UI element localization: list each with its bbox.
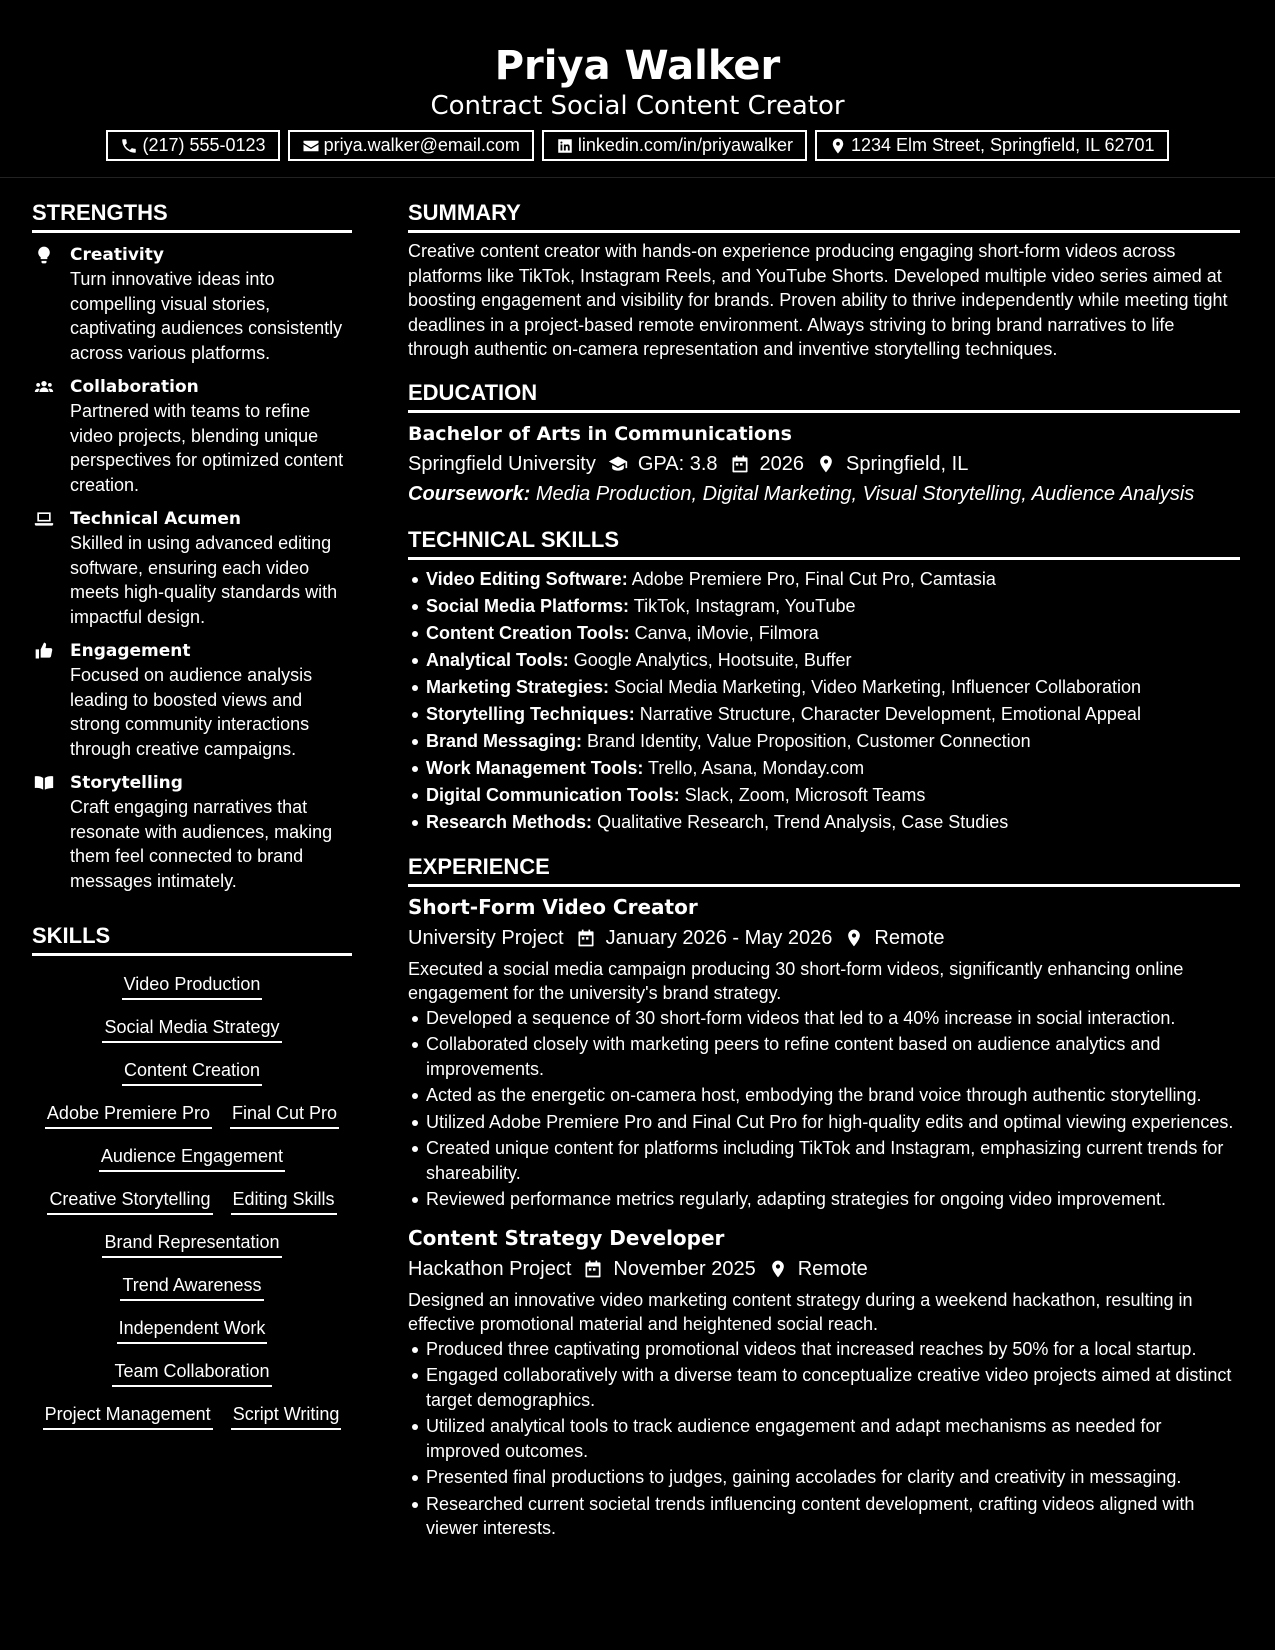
job-entry	[408, 1224, 1240, 1541]
list-item: Engaged collaboratively with a diverse team to conceptualize creative video projects aimed at distinct target demographics.	[408, 1363, 1240, 1412]
map-pin-icon	[816, 454, 836, 474]
list-item: Research Methods: Qualitative Research, Trend Analysis, Case Studies	[408, 809, 1240, 836]
list-item: Researched current societal trends influencing content development, crafting videos aligned with viewer interests.	[408, 1492, 1240, 1541]
right-column	[408, 196, 1240, 1543]
strength-item	[32, 639, 352, 761]
strength-title: Engagement	[70, 641, 191, 661]
skill-tag: Adobe Premiere Pro	[45, 1099, 212, 1129]
skill-tag: Trend Awareness	[120, 1271, 263, 1301]
skill-tag: Video Production	[122, 970, 263, 1000]
strength-title: Storytelling	[70, 773, 183, 793]
list-item: Digital Communication Tools: Slack, Zoom, Microsoft Teams	[408, 782, 1240, 809]
coursework-label: Coursework:	[408, 482, 531, 505]
list-item: Brand Messaging: Brand Identity, Value Proposition, Customer Connection	[408, 728, 1240, 755]
list-item: Content Creation Tools: Canva, iMovie, Filmora	[408, 620, 1240, 647]
list-item: Developed a sequence of 30 short-form videos that led to a 40% increase in social interaction.	[408, 1006, 1240, 1031]
strength-title: Collaboration	[70, 377, 199, 397]
job-entry	[408, 893, 1240, 1212]
job-meta	[408, 923, 1240, 953]
book-open-icon	[34, 773, 54, 793]
summary-heading: SUMMARY	[408, 196, 1240, 233]
summary-text: Creative content creator with hands-on experience producing engaging short-form videos across platforms like TikTok, Instagram Reels, and YouTube Shorts. Developed multiple video series aimed at boosting engagement and visibility for brands. Proven ability to thrive independently while meeting tight deadlines in a project-based remote environment. Always striving to bring brand narratives to life through authentic on-camera representation and inventive storytelling techniques.	[408, 241, 1228, 359]
skills-list	[32, 970, 352, 1430]
contact-address[interactable]	[815, 130, 1169, 161]
education-heading: EDUCATION	[408, 376, 1240, 413]
job-location: Remote	[874, 926, 945, 949]
users-icon	[34, 377, 54, 397]
linkedin-icon	[556, 137, 574, 155]
school-name: Springfield University	[408, 452, 596, 475]
calendar-icon	[730, 454, 750, 474]
graduation-cap-icon	[608, 454, 628, 474]
job-org: Hackathon Project	[408, 1257, 572, 1280]
coursework	[408, 479, 1240, 509]
strength-item	[32, 507, 352, 629]
technical-skills-list	[408, 566, 1240, 836]
list-item: Collaborated closely with marketing peers to refine content based on audience analytics and improvements.	[408, 1032, 1240, 1081]
skill-tag: Independent Work	[117, 1314, 268, 1344]
job-dates: November 2025	[613, 1257, 756, 1280]
contact-email-text: priya.walker@email.com	[323, 135, 520, 155]
envelope-icon	[302, 137, 320, 155]
strength-item	[32, 771, 352, 893]
strength-desc: Skilled in using advanced editing software, ensuring each video meets high-quality standards with impactful design.	[70, 533, 338, 627]
contact-linkedin-text: linkedin.com/in/priyawalker	[577, 135, 793, 155]
list-item: Social Media Platforms: TikTok, Instagram, YouTube	[408, 593, 1240, 620]
job-role: Short-Form Video Creator	[408, 894, 698, 919]
skill-tag: Social Media Strategy	[102, 1013, 281, 1043]
calendar-icon	[583, 1259, 603, 1279]
strength-desc: Craft engaging narratives that resonate with audiences, making them feel connected to brand messages intimately.	[70, 797, 333, 891]
list-item: Analytical Tools: Google Analytics, Hootsuite, Buffer	[408, 647, 1240, 674]
calendar-icon	[576, 928, 596, 948]
skill-tag: Creative Storytelling	[47, 1185, 212, 1215]
graduation-year: 2026	[759, 452, 805, 475]
resume-header	[0, 0, 1275, 178]
education-meta	[408, 449, 1240, 479]
contact-bar	[0, 130, 1275, 161]
skill-tag: Audience Engagement	[99, 1142, 285, 1172]
job-description: Designed an innovative video marketing content strategy during a weekend hackathon, resulting in effective promotional material and heightened social reach.	[408, 1289, 1193, 1334]
list-item: Video Editing Software: Adobe Premiere Pro, Final Cut Pro, Camtasia	[408, 566, 1240, 593]
list-item: Reviewed performance metrics regularly, adapting strategies for ongoing video improvement.	[408, 1187, 1240, 1212]
coursework-list: Media Production, Digital Marketing, Visual Storytelling, Audience Analysis	[535, 482, 1195, 505]
gpa: GPA: 3.8	[637, 452, 718, 475]
left-column	[32, 196, 352, 1430]
skill-tag: Project Management	[43, 1400, 213, 1430]
strength-desc: Partnered with teams to refine video projects, blending unique perspectives for optimized content creation.	[70, 401, 344, 495]
list-item: Work Management Tools: Trello, Asana, Monday.com	[408, 755, 1240, 782]
lightbulb-icon	[34, 245, 54, 265]
degree-title: Bachelor of Arts in Communications	[408, 422, 792, 445]
list-item: Utilized analytical tools to track audience engagement and adapt mechanisms as needed for improved outcomes.	[408, 1414, 1240, 1463]
skill-tag: Final Cut Pro	[230, 1099, 339, 1129]
strengths-heading: STRENGTHS	[32, 196, 352, 233]
skills-heading: SKILLS	[32, 919, 352, 956]
job-title: Contract Social Content Creator	[430, 91, 845, 121]
strength-desc: Turn innovative ideas into compelling visual stories, captivating audiences consistently across various platforms.	[70, 269, 343, 363]
thumbs-up-icon	[34, 641, 54, 661]
phone-icon	[120, 137, 138, 155]
map-pin-icon	[844, 928, 864, 948]
experience-heading: EXPERIENCE	[408, 850, 1240, 887]
contact-phone-text: (217) 555-0123	[142, 135, 266, 155]
job-bullets	[408, 1337, 1240, 1541]
laptop-icon	[34, 509, 54, 529]
skill-tag: Content Creation	[122, 1056, 262, 1086]
map-pin-icon	[829, 137, 847, 155]
contact-address-text: 1234 Elm Street, Springfield, IL 62701	[850, 135, 1155, 155]
list-item: Acted as the energetic on-camera host, embodying the brand voice through authentic storytelling.	[408, 1083, 1240, 1108]
list-item: Utilized Adobe Premiere Pro and Final Cut Pro for high-quality edits and optimal viewing experiences.	[408, 1110, 1240, 1135]
job-bullets	[408, 1006, 1240, 1212]
strength-desc: Focused on audience analysis leading to boosted views and strong community interactions through creative campaigns.	[70, 665, 313, 759]
job-meta	[408, 1254, 1240, 1284]
contact-linkedin[interactable]	[542, 130, 807, 161]
skill-tag: Team Collaboration	[112, 1357, 271, 1387]
job-description: Executed a social media campaign producing 30 short-form videos, significantly enhancing online engagement for the university's brand strategy.	[408, 958, 1184, 1003]
job-dates: January 2026 - May 2026	[605, 926, 833, 949]
job-role: Content Strategy Developer	[408, 1225, 725, 1250]
strength-title: Creativity	[70, 245, 164, 265]
skill-tag: Brand Representation	[102, 1228, 281, 1258]
list-item: Created unique content for platforms including TikTok and Instagram, emphasizing current trends for shareability.	[408, 1136, 1240, 1185]
contact-email[interactable]	[288, 130, 534, 161]
map-pin-icon	[768, 1259, 788, 1279]
skill-tag: Script Writing	[231, 1400, 342, 1430]
job-org: University Project	[408, 926, 564, 949]
list-item: Marketing Strategies: Social Media Marketing, Video Marketing, Influencer Collaboration	[408, 674, 1240, 701]
list-item: Presented final productions to judges, gaining accolades for clarity and creativity in messaging.	[408, 1465, 1240, 1490]
strength-title: Technical Acumen	[70, 509, 241, 529]
list-item: Produced three captivating promotional videos that increased reaches by 50% for a local startup.	[408, 1337, 1240, 1362]
school-location: Springfield, IL	[846, 452, 969, 475]
job-location: Remote	[797, 1257, 868, 1280]
candidate-name: Priya Walker	[494, 43, 781, 89]
list-item: Storytelling Techniques: Narrative Structure, Character Development, Emotional Appeal	[408, 701, 1240, 728]
technical-skills-heading: TECHNICAL SKILLS	[408, 523, 1240, 560]
strength-item	[32, 375, 352, 497]
contact-phone[interactable]	[106, 130, 279, 161]
strength-item	[32, 243, 352, 365]
skill-tag: Editing Skills	[231, 1185, 337, 1215]
